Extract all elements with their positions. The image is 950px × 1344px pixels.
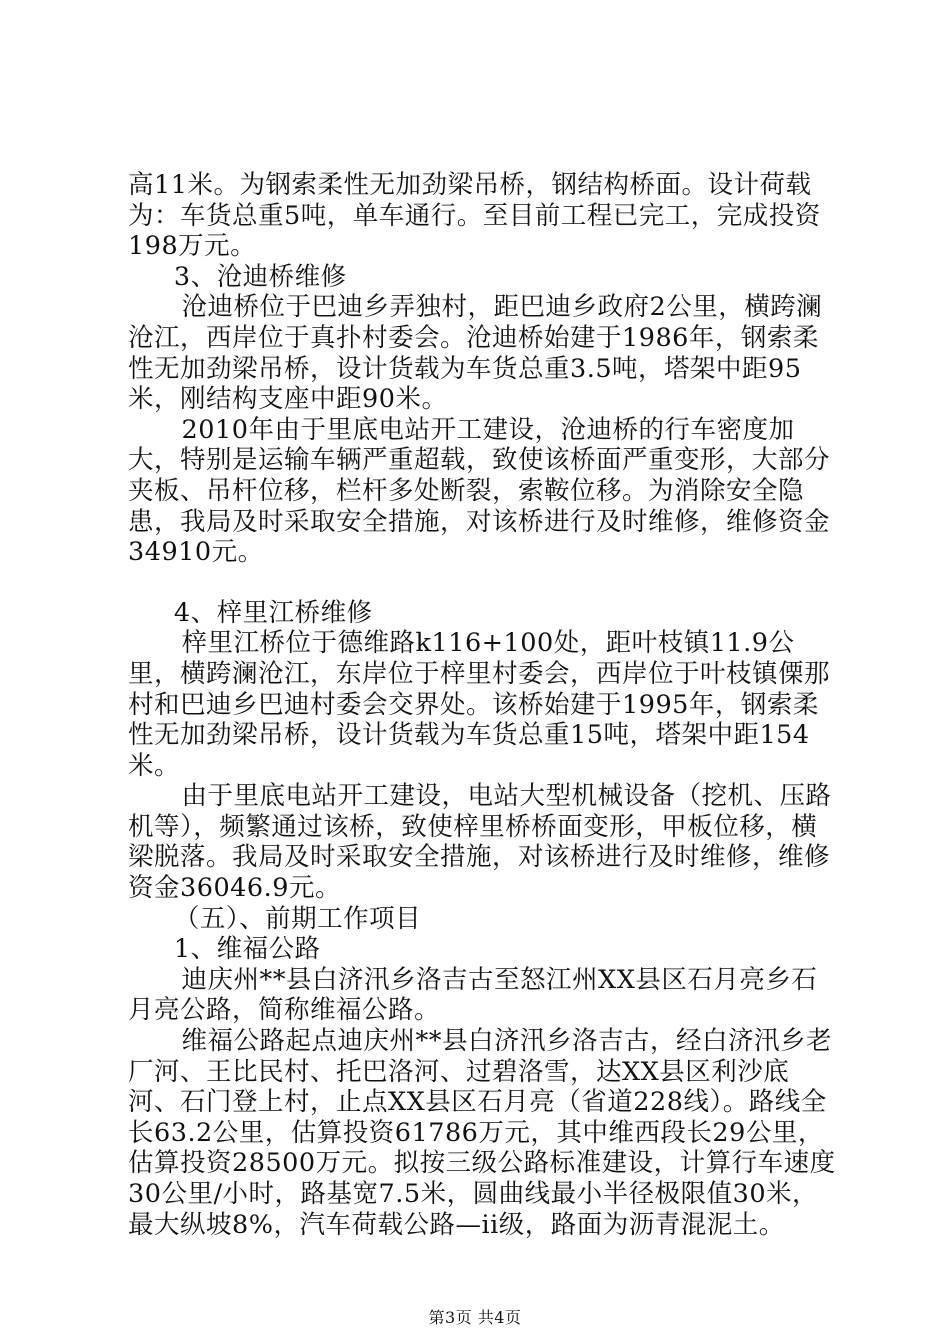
paragraph-bridge-spec: 高11米。为钢索柔性无加劲梁吊桥，钢结构桥面。设计荷载为：车货总重5吨，单车通行。至目前工程已完工，完成投资198万元。 (128, 170, 821, 262)
paragraph-weifu-name: 迪庆州**县白济汛乡洛吉古至怒江州XX县区石月亮乡石月亮公路，简称维福公路。 (128, 964, 818, 1026)
paragraph-gap (128, 568, 836, 598)
paragraph-zilijiang-location: 梓里江桥位于德维路k116+100处，距叶枝镇11.9公里，横跨澜沧江，东岸位于梓里村委会，西岸位于叶枝镇傈那村和巴迪乡巴迪村委会交界处。该桥始建于1995年，钢索柔性无加劲梁吊桥，设计货载为车货总重15吨，塔架中距154米。 (128, 628, 831, 781)
paragraph-weifu-route: 维福公路起点迪庆州**县白济汛乡洛吉古，经白济汛乡老厂河、王比民村、托巴洛河、过碧洛雪，达XX县区利沙底河、石门登上村，止点XX县区石月亮（省道228线）。路线全长63.2公里，估算投资61786万元，其中维西段长29公里，估算投资28500万元。拟按三级公路标准建设，计算行车速度30公里/小时，路基宽7.5米，圆曲线最小半径极限值30米，最大纵坡8%，汽车荷载公路—ii级，路面为沥青混泥土。 (128, 1026, 836, 1240)
page-footer: 第3页 共4页 (428, 1308, 522, 1327)
paragraph-cangdi-location: 沧迪桥位于巴迪乡弄独村，距巴迪乡政府2公里，横跨澜沧江，西岸位于真扑村委会。沧迪桥始建于1986年，钢索柔性无加劲梁吊桥，设计货载为车货总重3.5吨，塔架中距95米，刚结构支座中距90米。 (128, 292, 823, 415)
heading-zilijiang-bridge: 4、梓里江桥维修 (173, 597, 373, 628)
document-body (128, 170, 836, 1240)
heading-cangdi-bridge: 3、沧迪桥维修 (173, 261, 347, 292)
heading-preliminary-projects: （五）、前期工作项目 (173, 903, 422, 934)
paragraph-zilijiang-repair: 由于里底电站开工建设，电站大型机械设备（挖机、压路机等），频繁通过该桥，致使梓里桥桥面变形，甲板位移，横梁脱落。我局及时采取安全措施，对该桥进行及时维修，维修资金36046.9元。 (128, 781, 832, 904)
heading-weifu-road: 1、维福公路 (173, 934, 321, 965)
paragraph-cangdi-repair: 2010年由于里底电站开工建设，沧迪桥的行车密度加大，特别是运输车辆严重超载，致使该桥面严重变形，大部分夹板、吊杆位移，栏杆多处断裂，索鞍位移。为消除安全隐患，我局及时采取安全措施，对该桥进行及时维修，维修资金34910元。 (128, 414, 831, 568)
